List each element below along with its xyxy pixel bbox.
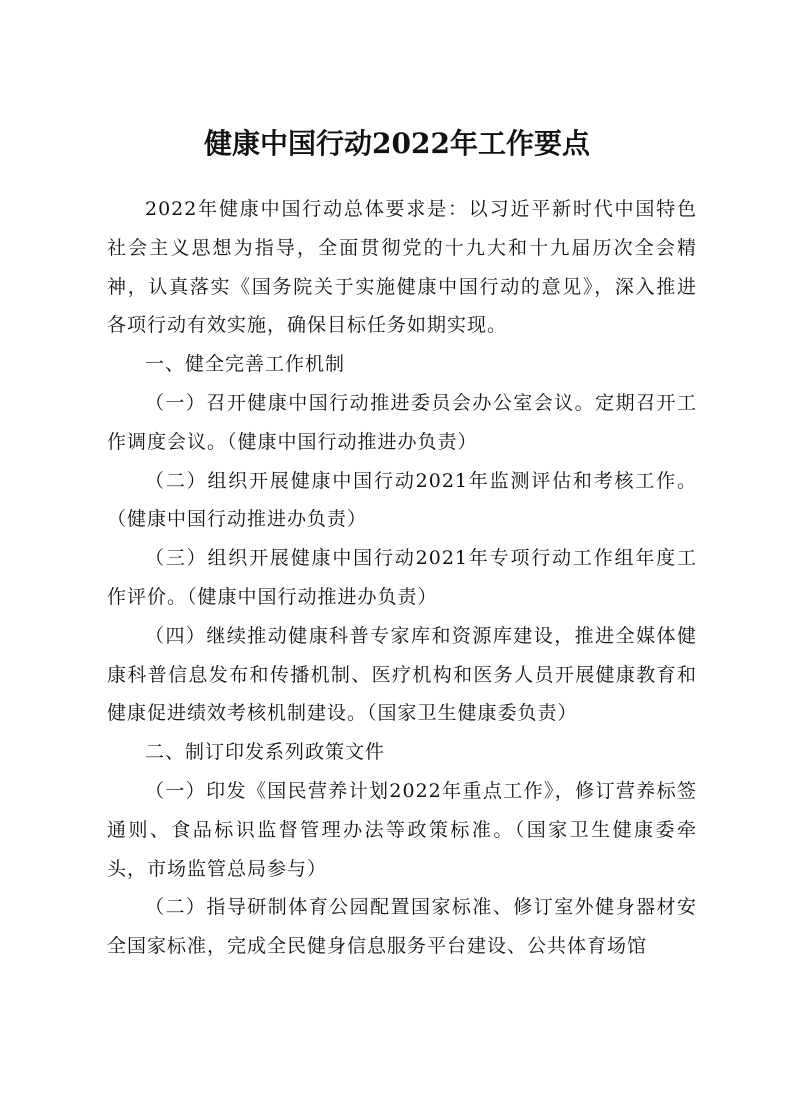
section-1-item-1: （一）召开健康中国行动推进委员会办公室会议。定期召开工作调度会议。（健康中国行动推进办负责） [107,391,697,453]
document-body [107,190,697,966]
section-heading-2: 二、制订印发系列政策文件 [145,741,386,764]
section-heading-1: 一、健全完善工作机制 [145,353,346,376]
section-2-item-1: （一）印发《国民营养计划2022年重点工作》，修订营养标签通则、食品标识监督管理办法等政策标准。（国家卫生健康委牵头，市场监管总局参与） [107,779,697,880]
section-1-item-3: （三）组织开展健康中国行动2021年专项行动工作组年度工作评价。（健康中国行动推进办负责） [107,547,697,608]
intro-paragraph: 2022年健康中国行动总体要求是：以习近平新时代中国特色社会主义思想为指导，全面贯彻党的十九大和十九届历次全会精神，认真落实《国务院关于实施健康中国行动的意见》，深入推进各项行动有效实施，确保目标任务如期实现。 [107,198,697,337]
document-title: 健康中国行动2022年工作要点 [204,127,590,160]
section-1-item-2: （二）组织开展健康中国行动2021年监测评估和考核工作。（健康中国行动推进办负责） [107,469,697,531]
section-1-item-4: （四）继续推动健康科普专家库和资源库建设，推进全媒体健康科普信息发布和传播机制、医疗机构和医务人员开展健康教育和健康促进绩效考核机制建设。（国家卫生健康委负责） [107,624,697,725]
section-2-item-2: （二）指导研制体育公园配置国家标准、修订室外健身器材安全国家标准，完成全民健身信息服务平台建设、公共体育场馆 [107,896,697,958]
